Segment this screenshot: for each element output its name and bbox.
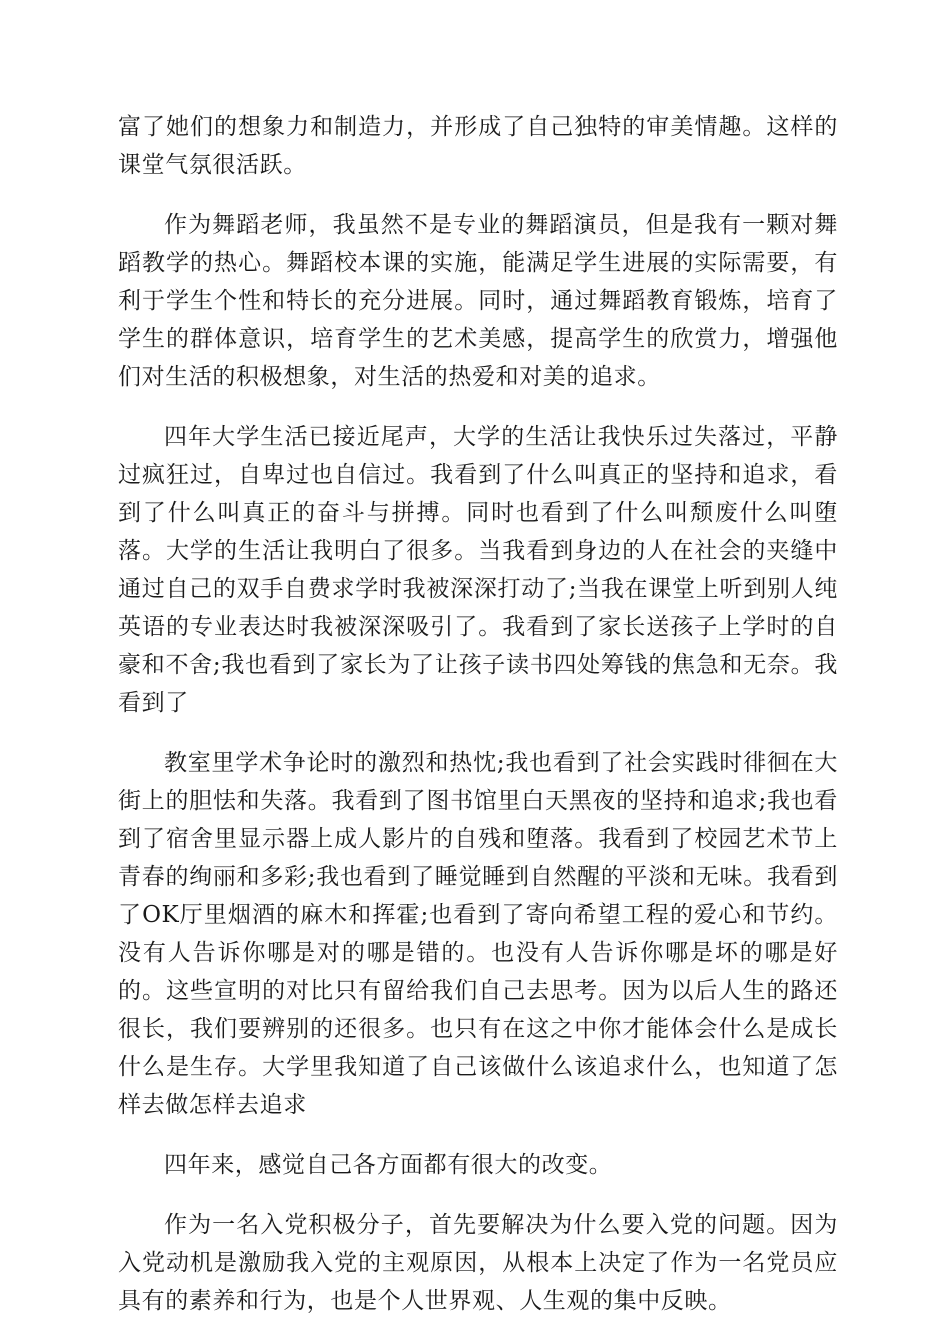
paragraph-4: 教室里学术争论时的激烈和热忱;我也看到了社会实践时徘徊在大街上的胆怯和失落。我看到了图书馆里白天黑夜的坚持和追求;我也看到了宿舍里显示器上成人影片的自残和堕落。我看到了校园艺术节上青春的绚丽和多彩;我也看到了睡觉睡到自然醒的平淡和无味。我看到了OK厅里烟酒的麻木和挥霍;也看到了寄向希望工程的爱心和节约。没有人告诉你哪是对的哪是错的。也没有人告诉你哪是坏的哪是好的。这些宣明的对比只有留给我们自己去思考。因为以后人生的路还很长，我们要辨别的还很多。也只有在这之中你才能体会什么是成长什么是生存。大学里我知道了自己该做什么该追求什么，也知道了怎样去做怎样去追求 (118, 750, 838, 1118)
paragraph-6: 作为一名入党积极分子，首先要解决为什么要入党的问题。因为入党动机是激励我入党的主观原因，从根本上决定了作为一名党员应具有的素养和行为，也是个人世界观、人生观的集中反映。 (118, 1212, 838, 1314)
paragraph-5: 四年来，感觉自己各方面都有很大的改变。 (164, 1152, 613, 1178)
paragraph-1: 富了她们的想象力和制造力，并形成了自己独特的审美情趣。这样的课堂气氛很活跃。 (118, 114, 838, 178)
document-body (118, 108, 838, 1342)
paragraph-3: 四年大学生活已接近尾声，大学的生活让我快乐过失落过，平静过疯狂过，自卑过也自信过。我看到了什么叫真正的坚持和追求，看到了什么叫真正的奋斗与拼搏。同时也看到了什么叫颓废什么叫堕落。大学的生活让我明白了很多。当我看到身边的人在社会的夹缝中通过自己的双手自费求学时我被深深打动了;当我在课堂上听到别人纯英语的专业表达时我被深深吸引了。我看到了家长送孩子上学时的自豪和不舍;我也看到了家长为了让孩子读书四处筹钱的焦急和无奈。我看到了 (118, 424, 838, 716)
paragraph-2: 作为舞蹈老师，我虽然不是专业的舞蹈演员，但是我有一颗对舞蹈教学的热心。舞蹈校本课的实施，能满足学生进展的实际需要，有利于学生个性和特长的充分进展。同时，通过舞蹈教育锻炼，培育了学生的群体意识，培育学生的艺术美感，提高学生的欣赏力，增强他们对生活的积极想象，对生活的热爱和对美的追求。 (118, 212, 838, 390)
